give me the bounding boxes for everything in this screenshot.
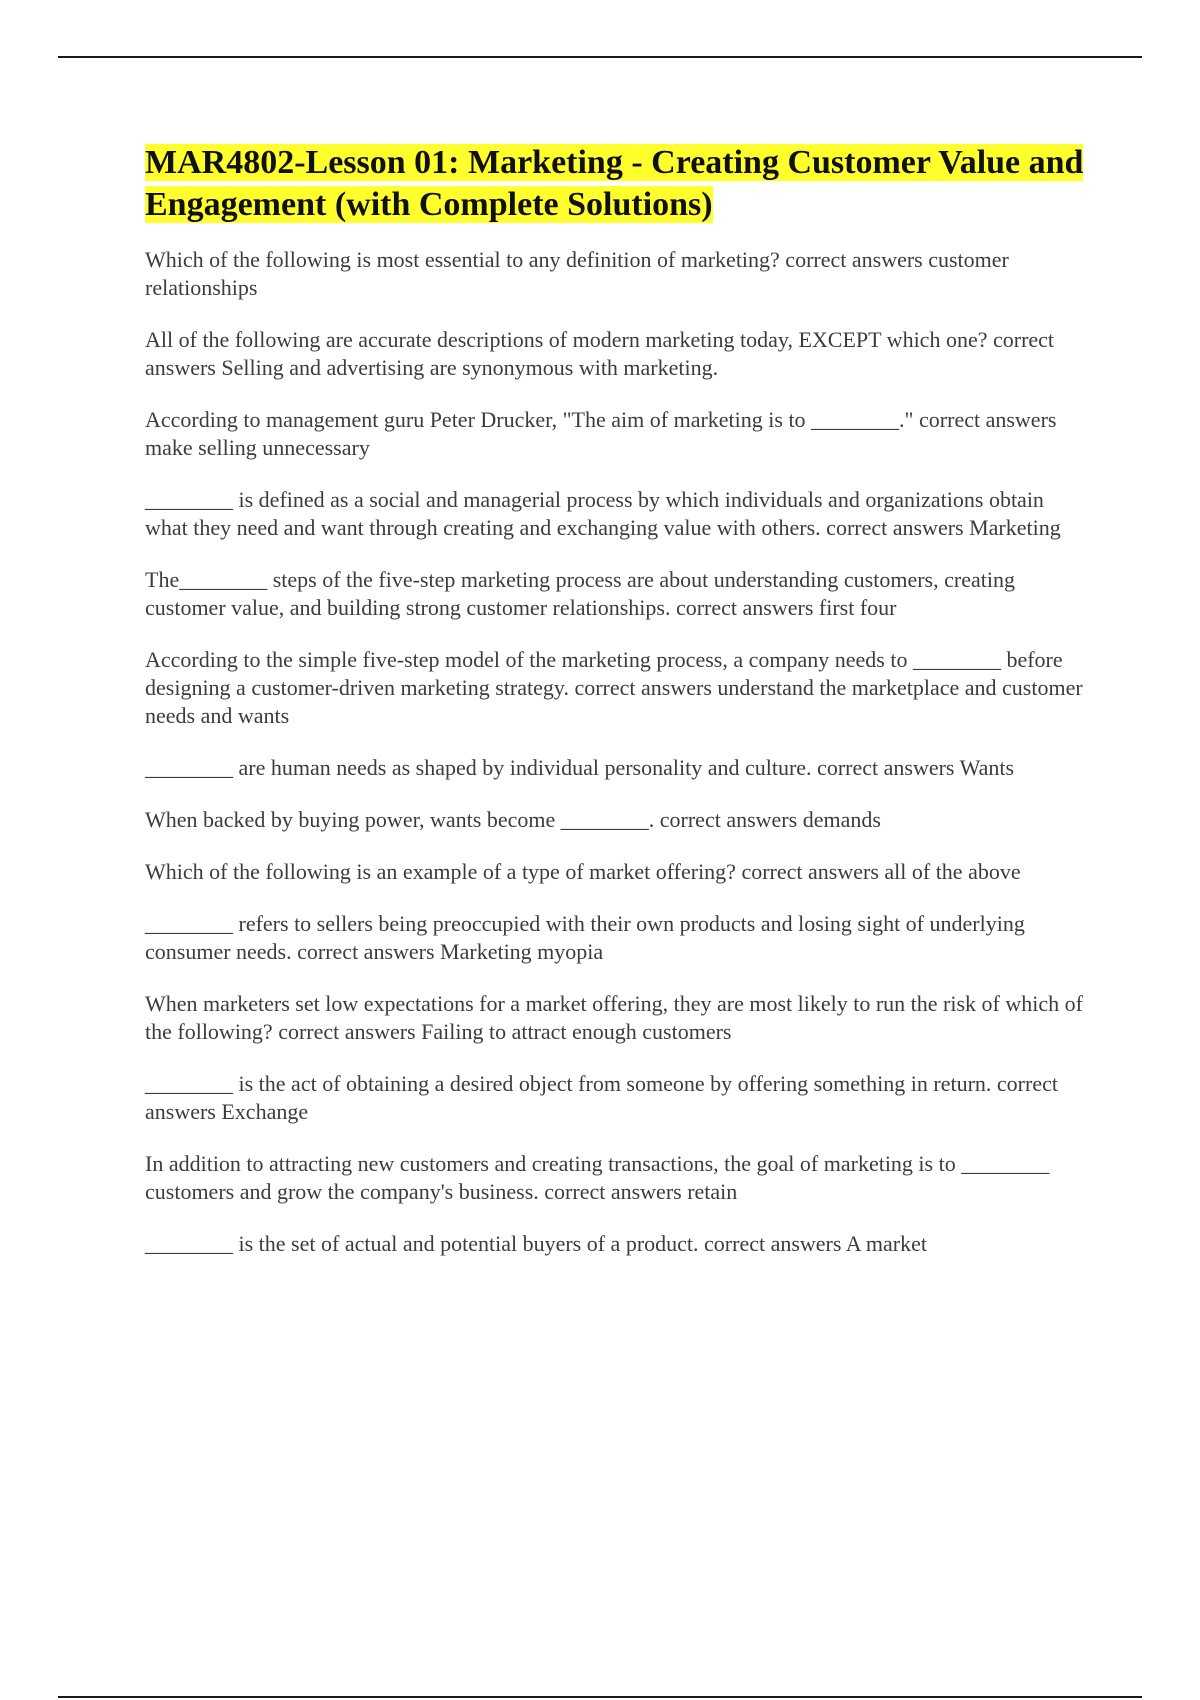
qa-item: Which of the following is most essential to any definition of marketing? correct answers customer relationships	[145, 247, 1009, 300]
qa-item: ________ are human needs as shaped by individual personality and culture. correct answers Wants	[145, 755, 1015, 780]
qa-item: In addition to attracting new customers and creating transactions, the goal of marketing is to ________ customers and grow the company's business. correct answers retain	[145, 1151, 1050, 1204]
page-top-rule	[58, 56, 1142, 58]
qa-item: All of the following are accurate descriptions of modern marketing today, EXCEPT which one? correct answers Selling and advertising are synonymous with marketing.	[145, 327, 1055, 380]
document-body	[145, 142, 1090, 1282]
qa-item: When marketers set low expectations for a market offering, they are most likely to run the risk of which of the following? correct answers Failing to attract enough customers	[145, 991, 1083, 1044]
qa-item: When backed by buying power, wants become ________. correct answers demands	[145, 807, 881, 832]
qa-item: The________ steps of the five-step marketing process are about understanding customers, creating customer value, and building strong customer relationships. correct answers first four	[145, 567, 1015, 620]
qa-item: ________ is the act of obtaining a desired object from someone by offering something in return. correct answers Exchange	[145, 1071, 1058, 1124]
qa-item: ________ refers to sellers being preoccupied with their own products and losing sight of underlying consumer needs. correct answers Marketing myopia	[145, 911, 1025, 964]
qa-item: ________ is defined as a social and managerial process by which individuals and organizations obtain what they need and want through creating and exchanging value with others. correct answers Marketing	[145, 487, 1061, 540]
title-highlight: MAR4802-Lesson 01: Marketing - Creating Customer Value and Engagement (with Complete Solutions)	[145, 144, 1084, 223]
qa-item: ________ is the set of actual and potential buyers of a product. correct answers A market	[145, 1231, 927, 1256]
qa-item: According to the simple five-step model of the marketing process, a company needs to ________ before designing a customer-driven marketing strategy. correct answers understand the marketplace and customer needs and wants	[145, 647, 1083, 728]
qa-item: According to management guru Peter Drucker, "The aim of marketing is to ________." correct answers make selling unnecessary	[145, 407, 1057, 460]
document-title	[145, 142, 1090, 226]
qa-item: Which of the following is an example of a type of market offering? correct answers all of the above	[145, 859, 1021, 884]
page-bottom-rule	[58, 1696, 1142, 1698]
